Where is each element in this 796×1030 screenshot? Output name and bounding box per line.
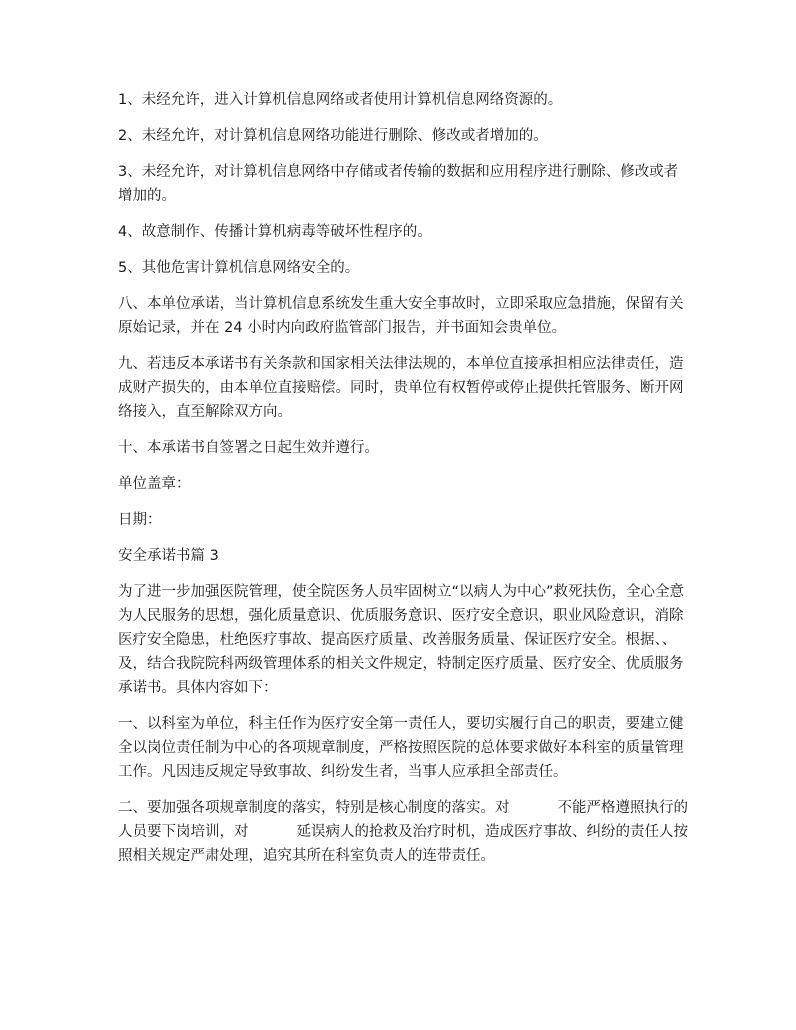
paragraph-item-5: 5、其他危害计算机信息网络安全的。 xyxy=(118,260,360,276)
paragraph-section-8: 八、本单位承诺，当计算机信息系统发生重大安全事故时，立即采取应急措施，保留有关原始记录，并在 24 小时内向政府监管部门报告，并书面知会贵单位。 xyxy=(118,296,684,336)
paragraph-item-2: 2、未经允许，对计算机信息网络功能进行删除、修改或者增加的。 xyxy=(118,128,548,144)
paragraph-section-9: 九、若违反本承诺书有关条款和国家相关法律法规的，本单位直接承担相应法律责任，造成财产损失的，由本单位直接赔偿。同时，贵单位有权暂停或停止提供托管服务、断开网络接入，直至解除双方向。 xyxy=(118,356,684,420)
paragraph-item-3: 3、未经允许，对计算机信息网络中存储或者传输的数据和应用程序进行删除、修改或者增加的。 xyxy=(118,164,679,204)
clause-2-paragraph xyxy=(118,796,690,868)
document-body xyxy=(118,88,690,880)
unit-seal-label: 单位盖章： xyxy=(118,476,191,492)
section-heading: 安全承诺书篇 3 xyxy=(118,548,219,564)
paragraph-section-10: 十、本承诺书自签署之日起生效并遵行。 xyxy=(118,440,379,456)
clause-2-text-part3: 延误病人的抢救及治疗时机，造成医疗事故、纠纷的责任人按照相关规定严肃处理，追究其所在科室负责人的连带责任。 xyxy=(118,824,688,864)
intro-paragraph: 为了进一步加强医院管理，使全院医务人员牢固树立“以病人为中心”救死扶伤，全心全意为人民服务的思想，强化质量意识、优质服务意识、医疗安全意识，职业风险意识，消除医疗安全隐患，杜绝医疗事故、提高医疗质量、改善服务质量、保证医疗安全。根据、、及，结合我院院科两级管理体系的相关文件规定，特制定医疗质量、医疗安全、优质服务承诺书。具体内容如下： xyxy=(118,584,685,696)
clause-2-text-part1: 二、要加强各项规章制度的落实，特别是核心制度的落实。对 xyxy=(118,800,510,816)
paragraph-item-1: 1、未经允许，进入计算机信息网络或者使用计算机信息网络资源的。 xyxy=(118,92,563,108)
clause-1-paragraph: 一、以科室为单位，科主任作为医疗安全第一责任人，要切实履行自己的职责，要建立健全以岗位责任制为中心的各项规章制度，严格按照医院的总体要求做好本科室的质量管理工作。凡因违反规定导致事故、纠纷发生者，当事人应承担全部责任。 xyxy=(118,716,684,780)
paragraph-item-4: 4、故意制作、传播计算机病毒等破坏性程序的。 xyxy=(118,224,432,240)
clause-2-text-part2: 不能严格遵照执行的人员要下岗培训，对 xyxy=(118,800,688,840)
date-label: 日期： xyxy=(118,512,162,528)
